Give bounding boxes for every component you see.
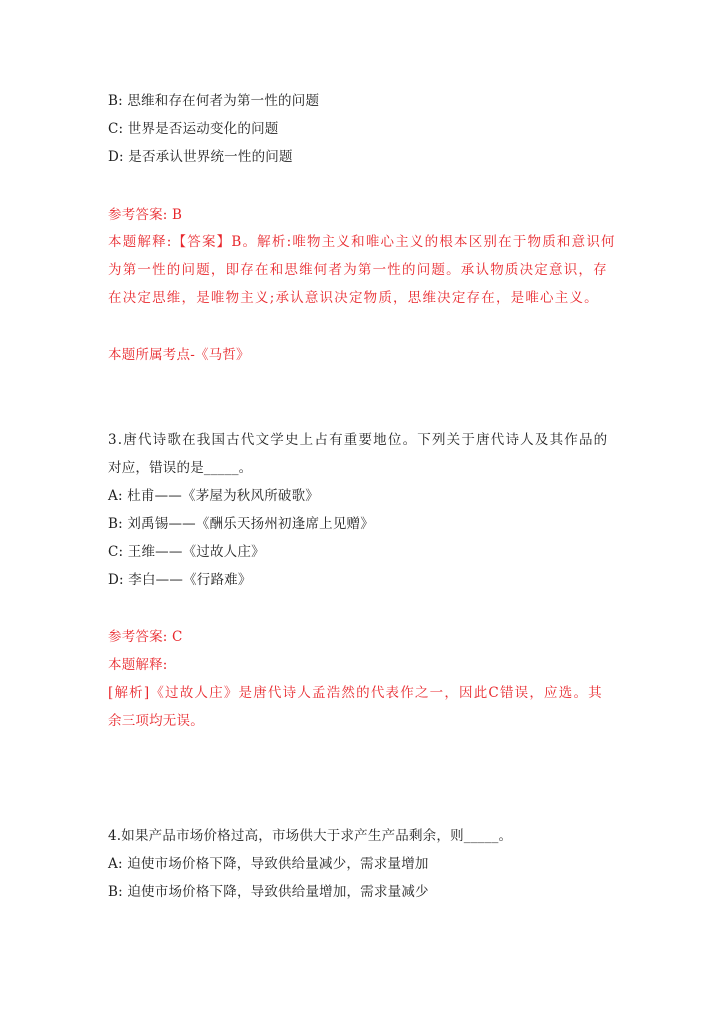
- explanation-label: 本题解释:: [108, 657, 168, 673]
- explanation-line: [解析]《过故人庄》是唐代诗人孟浩然的代表作之一，因此C错误，应选。其: [108, 685, 603, 701]
- explanation-line: 余三项均无误。: [108, 713, 204, 729]
- explanation-line: 本题解释:【答案】B。解析:唯物主义和唯心主义的根本区别在于物质和意识何: [108, 234, 616, 250]
- option-b: B: 迫使市场价格下降，导致供给量增加，需求量减少: [108, 884, 429, 900]
- option-a: A: 迫使市场价格下降，导致供给量减少，需求量增加: [108, 856, 429, 872]
- question-stem: 3.唐代诗歌在我国古代文学史上占有重要地位。下列关于唐代诗人及其作品的: [108, 432, 609, 448]
- option-c: C: 王维——《过故人庄》: [108, 544, 265, 560]
- option-d: D: 李白——《行路难》: [108, 572, 252, 588]
- topic-label: 本题所属考点-《马哲》: [108, 347, 250, 363]
- option-c: C: 世界是否运动变化的问题: [108, 121, 279, 137]
- option-b: B: 思维和存在何者为第一性的问题: [108, 93, 320, 109]
- option-b: B: 刘禹锡——《酬乐天扬州初逢席上见赠》: [108, 516, 374, 532]
- answer-label: 参考答案: B: [108, 207, 183, 223]
- option-a: A: 杜甫——《茅屋为秋风所破歌》: [108, 488, 319, 504]
- explanation-line: 为第一性的问题，即存在和思维何者为第一性的问题。承认物质决定意识，存: [108, 262, 608, 278]
- question-stem: 对应，错误的是_____。: [108, 460, 253, 476]
- option-d: D: 是否承认世界统一性的问题: [108, 149, 293, 165]
- question-stem: 4.如果产品市场价格过高，市场供大于求产生产品剩余，则_____。: [108, 828, 513, 844]
- explanation-line: 在决定思维，是唯物主义;承认意识决定物质，思维决定存在，是唯心主义。: [108, 290, 599, 306]
- answer-label: 参考答案: C: [108, 629, 183, 645]
